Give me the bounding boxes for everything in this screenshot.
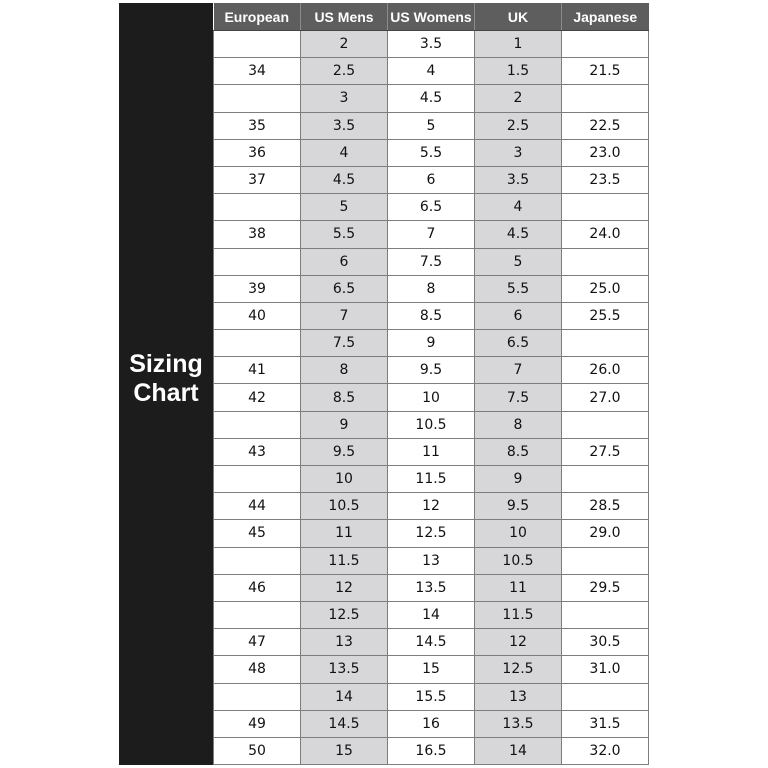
cell-european: 45: [214, 520, 301, 547]
cell-us-womens: 3.5: [388, 31, 475, 58]
cell-japanese: [562, 466, 649, 493]
cell-us-mens: 2: [301, 31, 388, 58]
cell-us-womens: 10.5: [388, 411, 475, 438]
cell-us-mens: 13: [301, 629, 388, 656]
cell-us-mens: 12.5: [301, 601, 388, 628]
cell-european: 49: [214, 710, 301, 737]
cell-uk: 12.5: [475, 656, 562, 683]
cell-european: 35: [214, 112, 301, 139]
cell-us-mens: 8.5: [301, 384, 388, 411]
cell-japanese: [562, 85, 649, 112]
cell-japanese: 28.5: [562, 493, 649, 520]
cell-uk: 8: [475, 411, 562, 438]
cell-uk: 8.5: [475, 438, 562, 465]
table-row: [214, 112, 649, 139]
cell-us-mens: 2.5: [301, 58, 388, 85]
cell-us-mens: 10: [301, 466, 388, 493]
cell-european: 40: [214, 302, 301, 329]
cell-us-mens: 5: [301, 194, 388, 221]
table-row: [214, 520, 649, 547]
header-uk: UK: [475, 3, 562, 31]
cell-us-mens: 7.5: [301, 330, 388, 357]
cell-japanese: [562, 31, 649, 58]
cell-uk: 1.5: [475, 58, 562, 85]
cell-us-mens: 4.5: [301, 166, 388, 193]
cell-european: [214, 330, 301, 357]
cell-us-womens: 14.5: [388, 629, 475, 656]
cell-us-womens: 12.5: [388, 520, 475, 547]
cell-japanese: 23.0: [562, 139, 649, 166]
cell-european: [214, 31, 301, 58]
cell-uk: 9: [475, 466, 562, 493]
cell-uk: 13.5: [475, 710, 562, 737]
cell-us-womens: 5: [388, 112, 475, 139]
cell-uk: 7.5: [475, 384, 562, 411]
cell-japanese: [562, 683, 649, 710]
table-row: [214, 411, 649, 438]
size-conversion-table: [213, 3, 649, 765]
cell-us-mens: 3.5: [301, 112, 388, 139]
cell-uk: 5.5: [475, 275, 562, 302]
cell-japanese: 27.5: [562, 438, 649, 465]
cell-european: 37: [214, 166, 301, 193]
table-body: [214, 31, 649, 765]
table-row: [214, 302, 649, 329]
table-row: [214, 357, 649, 384]
cell-european: [214, 194, 301, 221]
cell-uk: 12: [475, 629, 562, 656]
header-us-mens: US Mens: [301, 3, 388, 31]
cell-us-womens: 7.5: [388, 248, 475, 275]
cell-uk: 3: [475, 139, 562, 166]
table-row: [214, 330, 649, 357]
cell-us-womens: 10: [388, 384, 475, 411]
cell-european: 38: [214, 221, 301, 248]
cell-european: 39: [214, 275, 301, 302]
cell-european: 50: [214, 737, 301, 764]
cell-uk: 11.5: [475, 601, 562, 628]
header-row: [214, 3, 649, 31]
cell-japanese: 25.0: [562, 275, 649, 302]
cell-us-womens: 8: [388, 275, 475, 302]
cell-uk: 14: [475, 737, 562, 764]
cell-us-mens: 10.5: [301, 493, 388, 520]
cell-us-womens: 4: [388, 58, 475, 85]
cell-us-womens: 5.5: [388, 139, 475, 166]
cell-japanese: 25.5: [562, 302, 649, 329]
cell-japanese: 21.5: [562, 58, 649, 85]
table-row: [214, 194, 649, 221]
cell-uk: 7: [475, 357, 562, 384]
cell-european: [214, 411, 301, 438]
cell-uk: 10: [475, 520, 562, 547]
cell-us-womens: 4.5: [388, 85, 475, 112]
cell-us-mens: 7: [301, 302, 388, 329]
cell-japanese: 23.5: [562, 166, 649, 193]
cell-japanese: [562, 330, 649, 357]
table-row: [214, 683, 649, 710]
cell-european: 48: [214, 656, 301, 683]
cell-uk: 6: [475, 302, 562, 329]
cell-european: [214, 85, 301, 112]
cell-uk: 4: [475, 194, 562, 221]
cell-us-mens: 6.5: [301, 275, 388, 302]
cell-japanese: [562, 547, 649, 574]
cell-us-womens: 8.5: [388, 302, 475, 329]
sizing-chart-side-panel: [119, 3, 213, 765]
header-european: European: [214, 3, 301, 31]
table-row: [214, 139, 649, 166]
cell-us-womens: 15: [388, 656, 475, 683]
table-row: [214, 58, 649, 85]
table-row: [214, 248, 649, 275]
table-row: [214, 574, 649, 601]
cell-japanese: 24.0: [562, 221, 649, 248]
cell-us-mens: 5.5: [301, 221, 388, 248]
cell-us-mens: 6: [301, 248, 388, 275]
cell-japanese: [562, 248, 649, 275]
cell-european: [214, 601, 301, 628]
cell-us-mens: 9.5: [301, 438, 388, 465]
cell-japanese: 26.0: [562, 357, 649, 384]
table-row: [214, 493, 649, 520]
cell-us-womens: 15.5: [388, 683, 475, 710]
cell-us-womens: 9.5: [388, 357, 475, 384]
sizing-chart-title: Sizing Chart: [129, 350, 203, 407]
cell-japanese: 29.5: [562, 574, 649, 601]
header-japanese: Japanese: [562, 3, 649, 31]
table-row: [214, 710, 649, 737]
cell-us-mens: 11: [301, 520, 388, 547]
cell-european: 34: [214, 58, 301, 85]
cell-us-womens: 6.5: [388, 194, 475, 221]
cell-uk: 2.5: [475, 112, 562, 139]
cell-european: 44: [214, 493, 301, 520]
cell-japanese: 22.5: [562, 112, 649, 139]
cell-japanese: 27.0: [562, 384, 649, 411]
cell-japanese: 30.5: [562, 629, 649, 656]
cell-us-mens: 3: [301, 85, 388, 112]
cell-european: 36: [214, 139, 301, 166]
table-row: [214, 166, 649, 193]
header-us-womens: US Womens: [388, 3, 475, 31]
cell-european: [214, 683, 301, 710]
cell-uk: 13: [475, 683, 562, 710]
cell-european: 47: [214, 629, 301, 656]
cell-japanese: [562, 601, 649, 628]
cell-european: 46: [214, 574, 301, 601]
table-row: [214, 466, 649, 493]
cell-uk: 1: [475, 31, 562, 58]
cell-us-mens: 13.5: [301, 656, 388, 683]
table-row: [214, 601, 649, 628]
table-row: [214, 629, 649, 656]
cell-us-mens: 9: [301, 411, 388, 438]
cell-uk: 3.5: [475, 166, 562, 193]
cell-us-mens: 8: [301, 357, 388, 384]
cell-european: 42: [214, 384, 301, 411]
cell-european: [214, 547, 301, 574]
cell-us-mens: 12: [301, 574, 388, 601]
cell-uk: 5: [475, 248, 562, 275]
table-row: [214, 737, 649, 764]
cell-us-womens: 14: [388, 601, 475, 628]
cell-japanese: [562, 194, 649, 221]
cell-japanese: 31.5: [562, 710, 649, 737]
cell-us-mens: 14: [301, 683, 388, 710]
cell-uk: 2: [475, 85, 562, 112]
table-row: [214, 31, 649, 58]
cell-us-womens: 7: [388, 221, 475, 248]
cell-uk: 4.5: [475, 221, 562, 248]
cell-japanese: 32.0: [562, 737, 649, 764]
cell-us-mens: 14.5: [301, 710, 388, 737]
cell-us-mens: 15: [301, 737, 388, 764]
cell-european: [214, 466, 301, 493]
cell-us-womens: 6: [388, 166, 475, 193]
table-row: [214, 438, 649, 465]
cell-uk: 9.5: [475, 493, 562, 520]
cell-us-womens: 16: [388, 710, 475, 737]
table-row: [214, 384, 649, 411]
cell-us-womens: 11: [388, 438, 475, 465]
cell-japanese: [562, 411, 649, 438]
cell-us-womens: 12: [388, 493, 475, 520]
table-row: [214, 275, 649, 302]
table-row: [214, 547, 649, 574]
table-row: [214, 656, 649, 683]
cell-us-womens: 11.5: [388, 466, 475, 493]
cell-us-womens: 13.5: [388, 574, 475, 601]
cell-us-womens: 13: [388, 547, 475, 574]
cell-european: [214, 248, 301, 275]
cell-japanese: 31.0: [562, 656, 649, 683]
cell-european: 43: [214, 438, 301, 465]
cell-us-mens: 4: [301, 139, 388, 166]
cell-uk: 6.5: [475, 330, 562, 357]
cell-uk: 10.5: [475, 547, 562, 574]
table-row: [214, 85, 649, 112]
cell-uk: 11: [475, 574, 562, 601]
cell-us-womens: 16.5: [388, 737, 475, 764]
cell-us-womens: 9: [388, 330, 475, 357]
cell-european: 41: [214, 357, 301, 384]
cell-japanese: 29.0: [562, 520, 649, 547]
table-row: [214, 221, 649, 248]
cell-us-mens: 11.5: [301, 547, 388, 574]
